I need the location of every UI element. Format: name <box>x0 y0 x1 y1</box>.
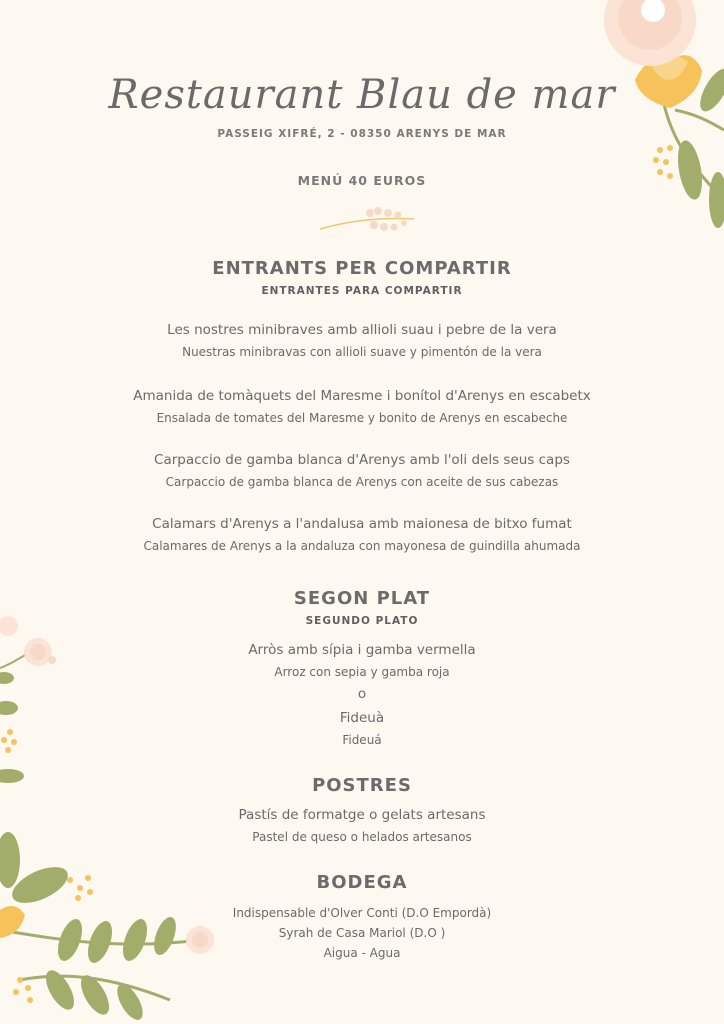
restaurant-name: Restaurant Blau de mar <box>108 72 616 118</box>
main-option-2-ca: Fideuà <box>339 710 385 726</box>
dessert-es: Pastel de queso o helados artesanos <box>252 830 472 844</box>
starter-3-ca: Carpaccio de gamba blanca d'Arenys amb l'oli dels seus caps <box>154 452 570 468</box>
menu-price: MENÚ 40 EUROS <box>297 173 427 188</box>
dessert-ca: Pastís de formatge o gelats artesans <box>238 807 486 823</box>
cellar-title: BODEGA <box>316 872 408 893</box>
main-option-2-es: Fideuá <box>342 733 382 747</box>
main-course-subtitle: SEGUNDO PLATO <box>305 615 419 627</box>
water-line: Aigua - Agua <box>323 946 401 960</box>
dessert-title: POSTRES <box>312 775 412 796</box>
main-or-separator: o <box>357 686 367 702</box>
wine-line-2: Syrah de Casa Mariol (D.O ) <box>278 926 446 940</box>
starter-2-es: Ensalada de tomates del Maresme y bonito de Arenys en escabeche <box>156 411 568 425</box>
starters-title: ENTRANTS PER COMPARTIR <box>212 258 512 279</box>
starters-subtitle: ENTRANTES PARA COMPARTIR <box>261 285 463 297</box>
starter-4-ca: Calamars d'Arenys a l'andalusa amb maionesa de bitxo fumat <box>152 516 572 532</box>
starter-1-ca: Les nostres minibraves amb allioli suau i pebre de la vera <box>167 322 557 338</box>
starter-1-es: Nuestras minibravas con allioli suave y pimentón de la vera <box>182 345 542 359</box>
main-option-1-ca: Arròs amb sípia i gamba vermella <box>248 642 476 658</box>
starter-3-es: Carpaccio de gamba blanca de Arenys con aceite de sus cabezas <box>165 475 559 489</box>
starter-2-ca: Amanida de tomàquets del Maresme i bonítol d'Arenys en escabetx <box>133 388 591 404</box>
restaurant-address: PASSEIG XIFRÉ, 2 - 08350 ARENYS DE MAR <box>217 128 507 140</box>
main-course-title: SEGON PLAT <box>293 588 431 609</box>
sprig-ornament-icon <box>318 203 418 237</box>
wine-line-1: Indispensable d'Olver Conti (D.O Empordà) <box>232 906 492 920</box>
main-option-1-es: Arroz con sepia y gamba roja <box>274 665 450 679</box>
starter-4-es: Calamares de Arenys a la andaluza con mayonesa de guindilla ahumada <box>143 539 581 553</box>
